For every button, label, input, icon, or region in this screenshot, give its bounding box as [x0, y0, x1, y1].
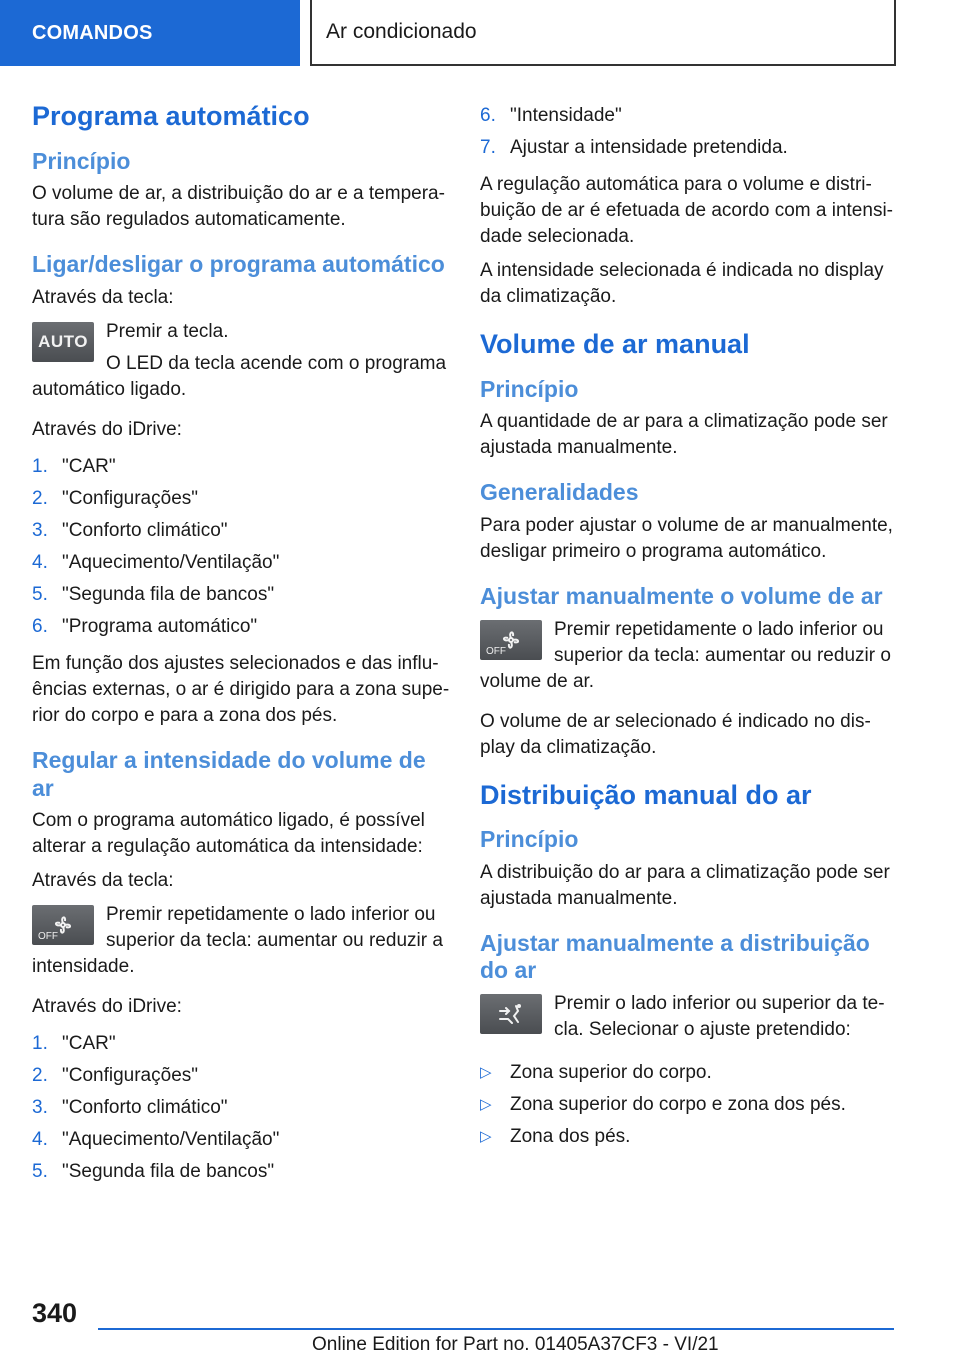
paragraph-funcao: Em função dos ajustes selecionados e das influ-ências externas, o ar é dirigido para a zona supe-rior do corpo e para a zona dos pés.: [32, 652, 450, 726]
heading-principio: Princípio: [32, 147, 131, 174]
auto-key-icon: [32, 322, 94, 362]
off-label: OFF: [486, 645, 506, 657]
paragraph-intensidade-indicada: A intensidade selecionada é indicada no display da climatização.: [480, 260, 884, 307]
chapter-header: [310, 0, 896, 66]
distribution-options-list: [480, 1057, 898, 1153]
paragraph-com-programa: Com o programa automático ligado, é possível alterar a regulação automática da intensidade:: [32, 810, 425, 858]
paragraph-led: O LED da tecla acende com o programa automático ligado.: [32, 352, 447, 400]
idrive-steps-list: [32, 451, 450, 643]
fan-key-instruction: [32, 902, 450, 986]
list-item: 1. "CAR": [32, 455, 116, 477]
list-item: 4. "Aquecimento/Ventilação": [32, 1129, 280, 1151]
list-item: 5. "Segunda fila de bancos": [32, 583, 275, 605]
list-item: 4. "Aquecimento/Ventilação": [32, 551, 280, 573]
heading-volume-ar-manual: Volume de ar manual: [480, 329, 750, 359]
list-item: 3. "Conforto climático": [32, 1097, 228, 1119]
paragraph-quantidade: A quantidade de ar para a climatização pode ser ajustada manualmente.: [480, 411, 888, 459]
paragraph-atraves-tecla-2: Através da tecla:: [32, 870, 174, 892]
heading-regular-intensidade: Regular a intensidade do volume de ar: [32, 746, 426, 801]
paragraph-volume-selecionado: O volume de ar selecionado é indicado no dis-play da climatização.: [480, 710, 871, 758]
paragraph-generalidades: Para poder ajustar o volume de ar manualmente, desligar primeiro o programa automático.: [480, 514, 893, 562]
list-item: ▷ Zona superior do corpo e zona dos pés.: [480, 1094, 846, 1116]
page-number: 340: [32, 1298, 78, 1328]
list-item: 7. Ajustar a intensidade pretendida.: [480, 137, 788, 158]
heading-ligar-desligar: Ligar/desligar o programa automático: [32, 251, 445, 278]
list-item: ▷ Zona dos pés.: [480, 1126, 631, 1148]
heading-programa-automatico: Programa automático: [32, 101, 310, 131]
list-item: ▷ Zona superior do corpo.: [480, 1062, 712, 1084]
paragraph-atraves-idrive-2: Através do iDrive:: [32, 996, 182, 1018]
chapter-title: Ar condicionado: [326, 20, 477, 43]
heading-ajustar-volume: Ajustar manualmente o volume de ar: [480, 582, 883, 609]
off-label: OFF: [38, 931, 58, 943]
paragraph-distribuicao: A distribuição do ar para a climatização pode ser ajustada manualmente.: [480, 861, 890, 909]
fan-off-key-icon: [32, 905, 94, 945]
list-item: 3. "Conforto climático": [32, 519, 228, 541]
list-item: 6. "Programa automático": [32, 615, 258, 637]
auto-key-instruction: [32, 319, 450, 409]
heading-principio-distribuicao: Princípio: [480, 826, 579, 853]
distribution-key-instruction: [480, 991, 898, 1049]
left-column: [32, 100, 450, 1196]
edition-note: Online Edition for Part no. 01405A37CF3 - VI/21: [312, 1334, 719, 1355]
paragraph-premir-repetidamente-volume: Premir repetidamente o lado inferior ou superior da tecla: aumentar ou reduzir o volume de ar.: [480, 618, 891, 692]
paragraph-premir-repetidamente: Premir repetidamente o lado inferior ou superior da tecla: aumentar ou reduzir a intensidade.: [32, 904, 443, 978]
heading-principio-volume: Princípio: [480, 375, 579, 402]
paragraph-regulacao-automatica: A regulação automática para o volume e distri-buição de ar é efetuada de acordo com a intensi-dade selecionada.: [480, 174, 893, 247]
air-distribution-icon: [496, 1002, 526, 1026]
list-item: 2. "Configurações": [32, 487, 199, 509]
heading-distribuicao-manual: Distribuição manual do ar: [480, 779, 812, 810]
air-distribution-key-icon: [480, 994, 542, 1034]
right-column: [480, 100, 898, 1161]
paragraph-principio: O volume de ar, a distribuição do ar e a tempera-tura são regulados automaticamente.: [32, 183, 445, 231]
section-label: COMANDOS: [32, 21, 153, 44]
section-tab: [0, 0, 300, 66]
idrive-steps-list-continued: [480, 100, 898, 164]
idrive-steps-list-2: [32, 1028, 450, 1188]
footer-divider: [98, 1328, 894, 1330]
list-item: 2. "Configurações": [32, 1065, 199, 1087]
heading-ajustar-distribuicao: Ajustar manualmente a distribuição do ar: [480, 929, 870, 984]
paragraph-atraves-tecla: Através da tecla:: [32, 286, 174, 308]
paragraph-atraves-idrive: Através do iDrive:: [32, 418, 182, 440]
paragraph-premir-lado: Premir o lado inferior ou superior da te-cla. Selecionar o ajuste pretendido:: [554, 993, 885, 1041]
auto-key-label: AUTO: [38, 331, 88, 351]
list-item: 6. "Intensidade": [480, 105, 622, 126]
fan-off-key-icon: [480, 620, 542, 660]
fan-key-instruction-2: [480, 617, 898, 701]
list-item: 5. "Segunda fila de bancos": [32, 1161, 275, 1183]
heading-generalidades: Generalidades: [480, 479, 639, 506]
paragraph-premir-tecla: Premir a tecla.: [106, 320, 229, 342]
list-item: 1. "CAR": [32, 1033, 116, 1055]
